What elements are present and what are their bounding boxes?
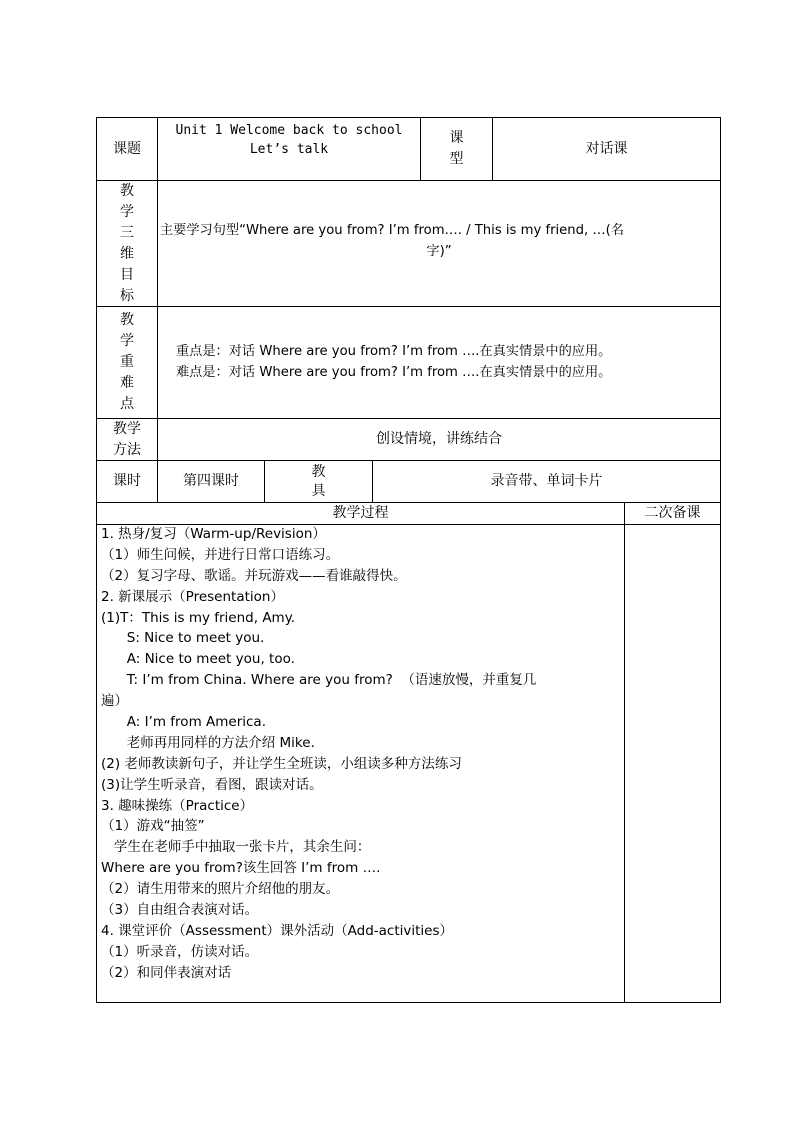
objectives-label: 教 学 三 维 目 标 (120, 182, 134, 304)
teaching-aids-label: 教 具 (311, 463, 326, 499)
process-line: （2）请生用带来的照片介绍他的朋友。 (101, 881, 340, 898)
process-line: T: I’m from China. Where are you from? （语速放慢，并重复几 (101, 672, 537, 689)
lesson-type-label: 课 型 (449, 130, 464, 167)
process-line: Where are you from?该生回答 I’m from …. (101, 860, 381, 877)
process-line: （2）复习字母、歌谣。并玩游戏——看谁敲得快。 (101, 567, 407, 584)
process-line: 3. 趣味操练（Practice） (101, 797, 254, 814)
process-line: （1）听录音，仿读对话。 (101, 943, 259, 960)
method-label: 教学 方法 (113, 420, 141, 458)
process-line: 遍） (101, 693, 128, 710)
process-line: S: Nice to meet you. (101, 630, 265, 647)
process-line: 学生在老师手中抽取一张卡片，其余生问： (101, 839, 371, 856)
process-line: (2) 老师教读新句子，并让学生全班读，小组读多种方法练习 (101, 755, 462, 772)
second-prep-header: 二次备课 (644, 505, 701, 521)
table-border (96, 1002, 721, 1003)
topic-title: Unit 1 Welcome back to school Let’s talk (175, 123, 403, 157)
process-line: 2. 新课展示（Presentation） (101, 588, 284, 605)
objectives-content: 主要学习句型“Where are you from? I’m from…. / This is my friend, …(名 字)” (160, 223, 624, 259)
table-border (624, 502, 625, 1003)
topic-label: 课题 (113, 140, 141, 157)
period-label: 课时 (113, 473, 141, 489)
process-line: （2）和同伴表演对话 (101, 964, 232, 981)
process-line: A: Nice to meet you, too. (101, 651, 295, 668)
process-header: 教学过程 (332, 505, 389, 521)
process-line: (3)让学生听录音，看图，跟读对话。 (101, 776, 323, 793)
process-line: (1)T：This is my friend, Amy. (101, 609, 296, 626)
table-border (96, 306, 721, 307)
process-content (101, 524, 623, 984)
table-border (720, 117, 721, 1003)
method-value: 创设情境，讲练结合 (376, 431, 502, 447)
lesson-type-value: 对话课 (585, 140, 628, 157)
process-line: （3）自由组合表演对话。 (101, 902, 259, 919)
process-line: 1. 热身/复习（Warm-up/Revision） (101, 526, 326, 542)
teaching-aids-value: 录音带、单词卡片 (490, 473, 603, 489)
process-line: 老师再用同样的方法介绍 Mike. (101, 734, 315, 751)
process-line: A: I’m from America. (101, 714, 266, 731)
table-border (96, 180, 721, 181)
process-line: 4. 课堂评价（Assessment）课外活动（Add-activities） (101, 922, 454, 939)
key-points-label: 教 学 重 难 点 (120, 312, 134, 412)
period-value: 第四课时 (183, 473, 239, 489)
process-line: （1）师生问候，并进行日常口语练习。 (101, 546, 340, 563)
key-points-content: 重点是：对话 Where are you from? I’m from ….在真实情景中的应用。 难点是：对话 Where are you from? I’m from ….在真实情景中的应用。 (176, 344, 612, 380)
process-line: （1）游戏“抽签” (101, 818, 205, 835)
